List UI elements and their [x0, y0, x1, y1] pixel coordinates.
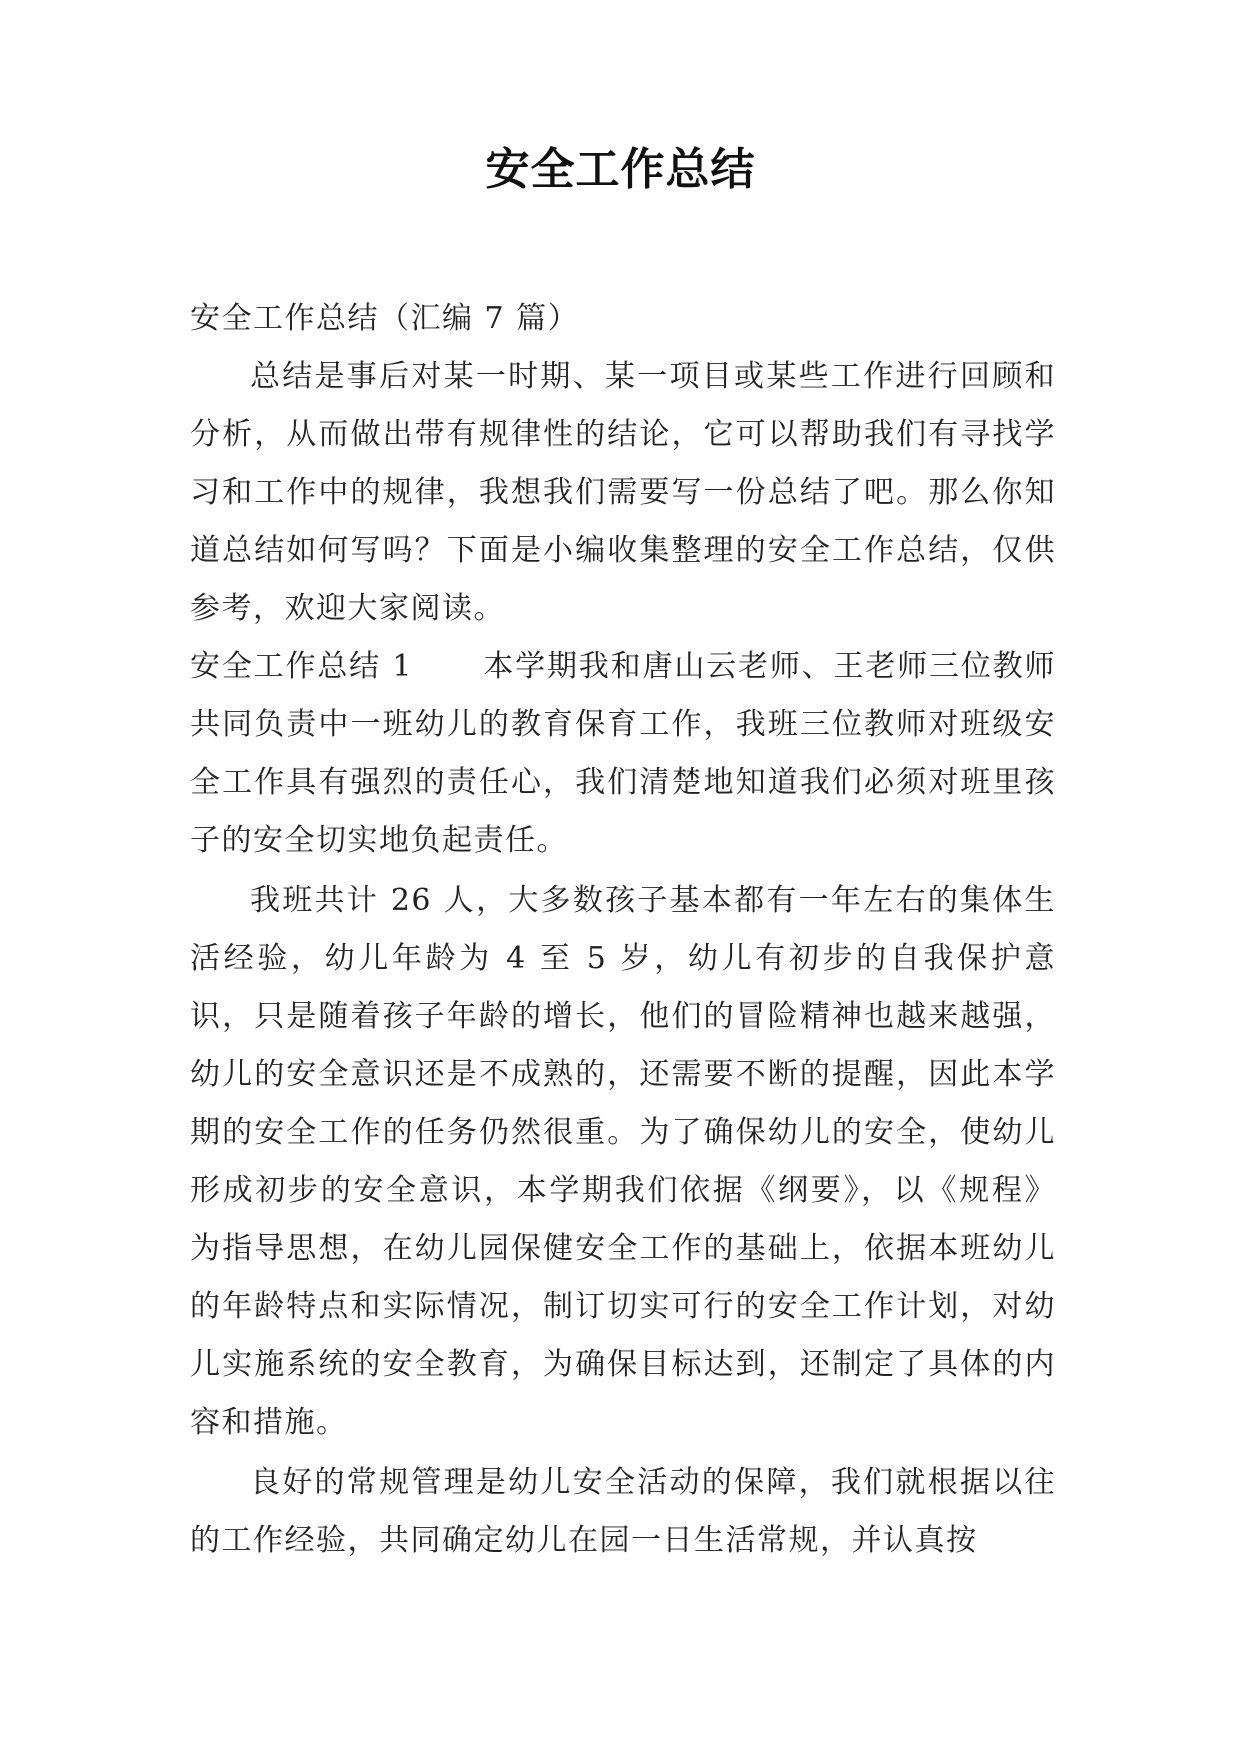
section-1-heading: 安全工作总结 1 [190, 649, 413, 684]
paragraph-3: 良好的常规管理是幼儿安全活动的保障，我们就根据以往的工作经验，共同确定幼儿在园一日生活常规，并认真按 [190, 1465, 1056, 1558]
document-title: 安全工作总结 [485, 144, 756, 195]
section-1-paragraph [190, 638, 1056, 870]
paragraph-2: 我班共计 26 人，大多数孩子基本都有一年左右的集体生活经验，幼儿年龄为 4 至 5 岁，幼儿有初步的自我保护意识，只是随着孩子年龄的增长，他们的冒险精神也越来越强，幼儿的安全意识还是不成熟的，还需要不断的提醒，因此本学期的安全工作的任务仍然很重。为了确保幼儿的安全，使幼儿形成初步的安全意识，本学期我们依据《纲要》，以《规程》为指导思想，在幼儿园保健安全工作的基础上，依据本班幼儿的年龄特点和实际情况，制订切实可行的安全工作计划，对幼儿实施系统的安全教育，为确保目标达到，还制定了具体的内容和措施。 [190, 883, 1056, 1440]
document-subtitle: 安全工作总结（汇编 7 篇） [190, 301, 580, 336]
section-1-text: 本学期我和唐山云老师、王老师三位教师共同负责中一班幼儿的教育保育工作，我班三位教师对班级安全工作具有强烈的责任心，我们清楚地知道我们必须对班里孩子的安全切实地负起责任。 [190, 649, 1056, 858]
intro-paragraph: 总结是事后对某一时期、某一项目或某些工作进行回顾和分析，从而做出带有规律性的结论，它可以帮助我们有寻找学习和工作中的规律，我想我们需要写一份总结了吧。那么你知道总结如何写吗？下面是小编收集整理的安全工作总结，仅供参考，欢迎大家阅读。 [190, 359, 1056, 626]
document-body [190, 290, 1056, 1570]
